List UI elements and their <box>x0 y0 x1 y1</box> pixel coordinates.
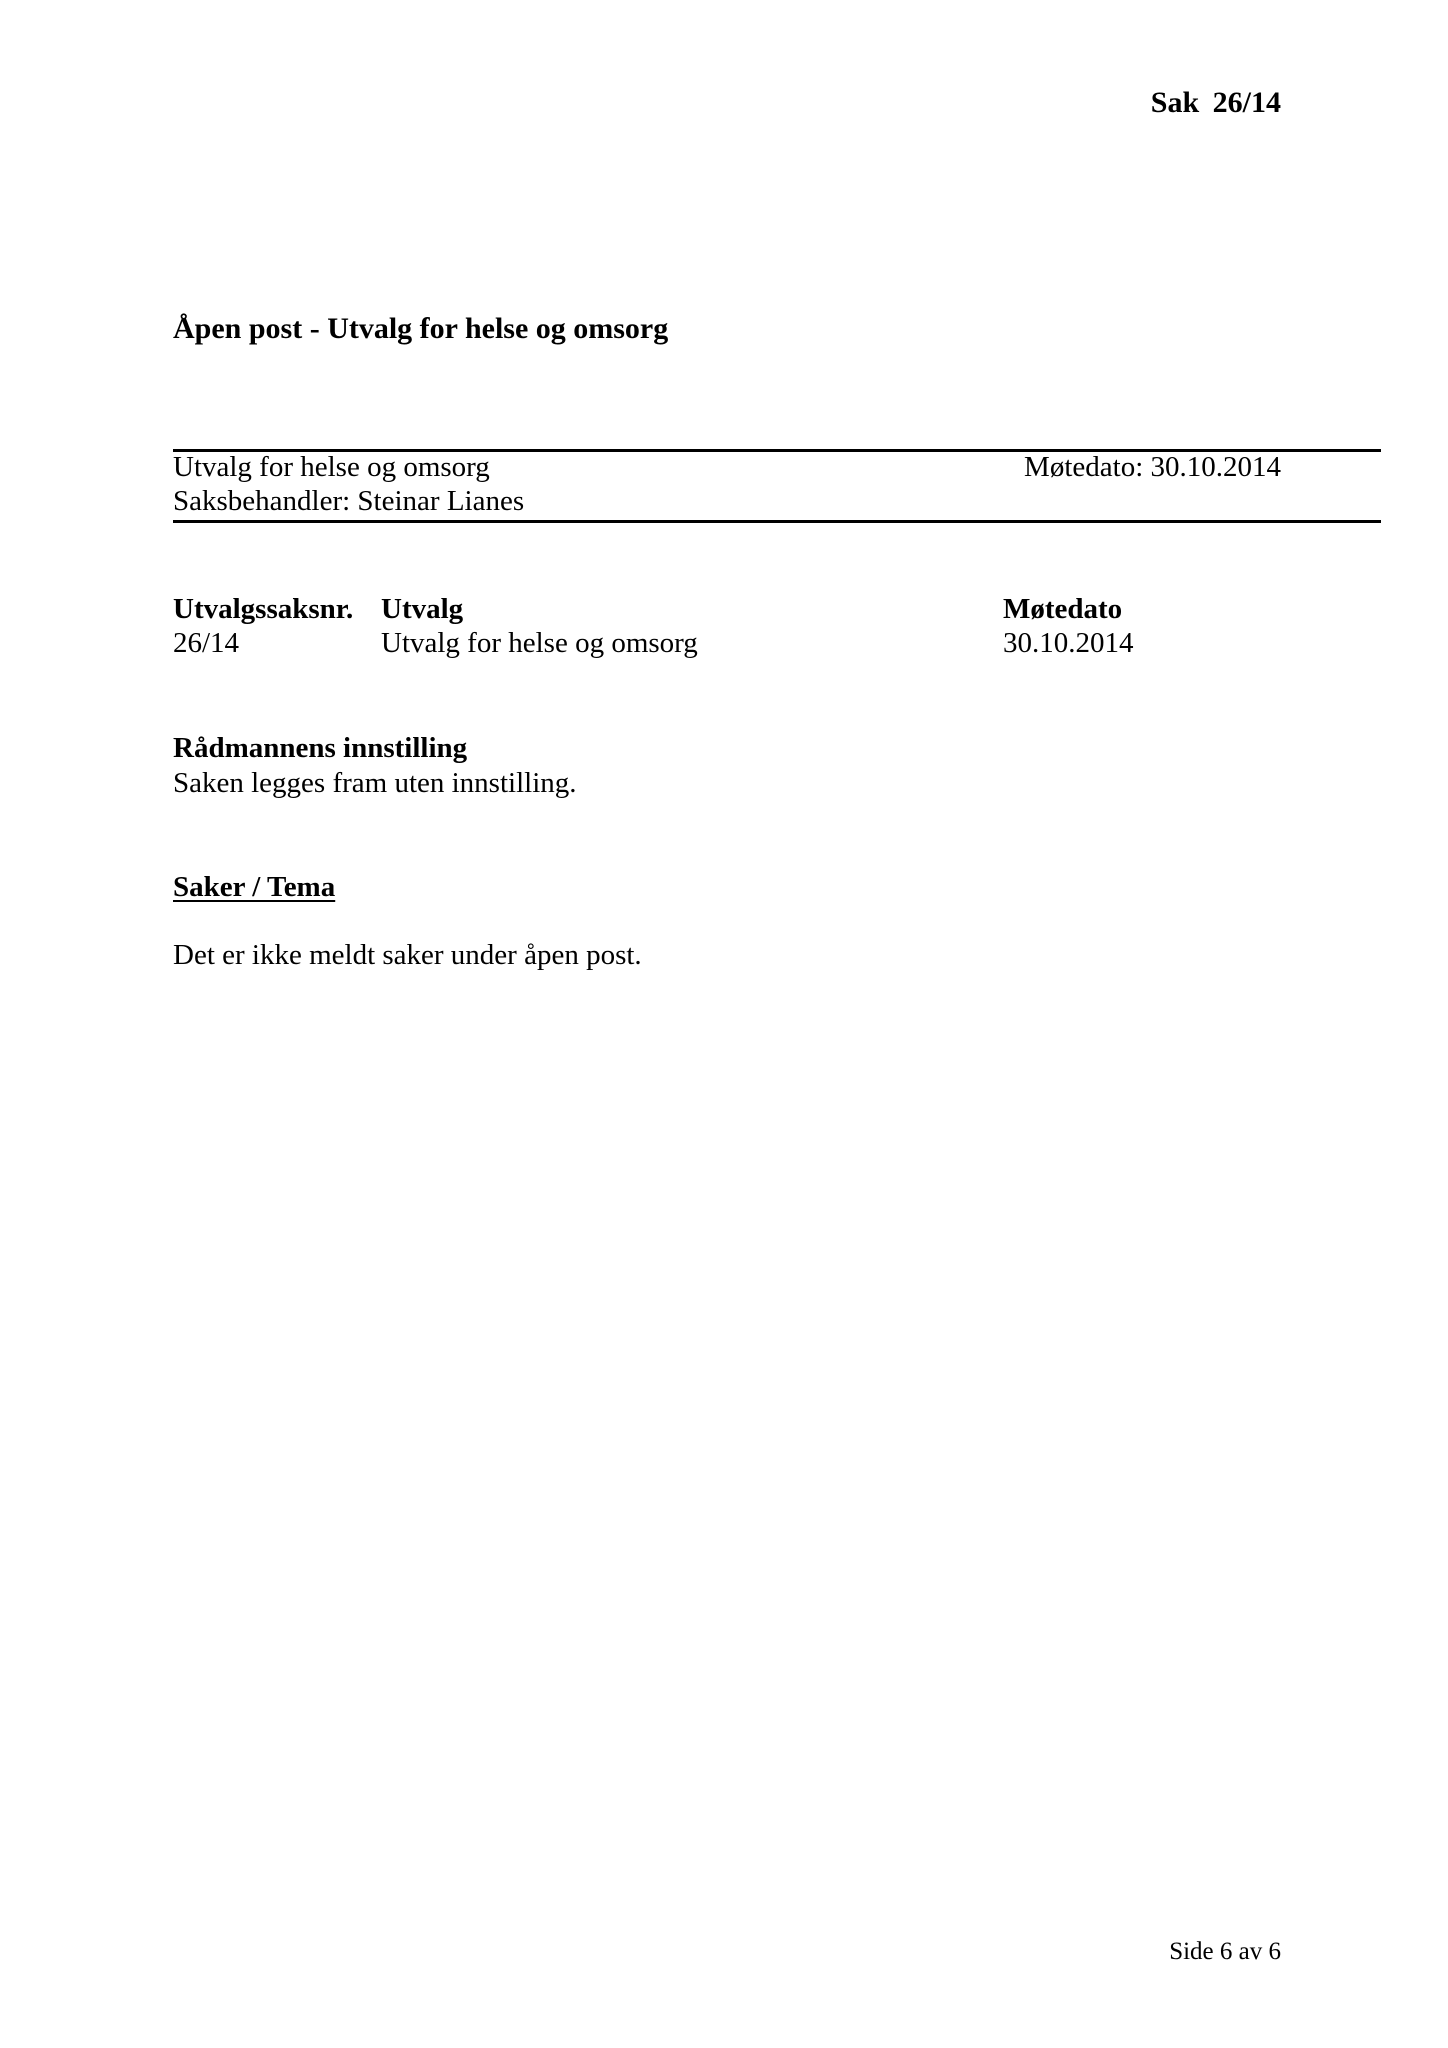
table-header-meeting-date: Møtedato <box>1003 593 1123 625</box>
table-cell-meeting-date: 30.10.2014 <box>1003 627 1134 659</box>
table-cell-case-number: 26/14 <box>173 627 240 659</box>
table-header-committee: Utvalg <box>381 593 464 625</box>
meta-meeting-date: Møtedato: 30.10.2014 <box>1024 451 1281 483</box>
table-header-case-number: Utvalgssaksnr. <box>173 593 354 625</box>
recommendation-text: Saken legges fram uten innstilling. <box>173 767 577 799</box>
meta-case-handler: Saksbehandler: Steinar Lianes <box>173 485 525 517</box>
topics-heading: Saker / Tema <box>173 871 336 903</box>
document-title: Åpen post - Utvalg for helse og omsorg <box>173 312 669 345</box>
page-number: Side 6 av 6 <box>1169 1938 1281 1965</box>
meta-committee: Utvalg for helse og omsorg <box>173 451 490 483</box>
divider-bottom <box>173 520 1381 523</box>
topics-text: Det er ikke meldt saker under åpen post. <box>173 939 642 971</box>
case-reference: Sak 26/14 <box>1150 86 1281 119</box>
table-cell-committee: Utvalg for helse og omsorg <box>381 627 698 659</box>
recommendation-heading: Rådmannens innstilling <box>173 732 468 764</box>
